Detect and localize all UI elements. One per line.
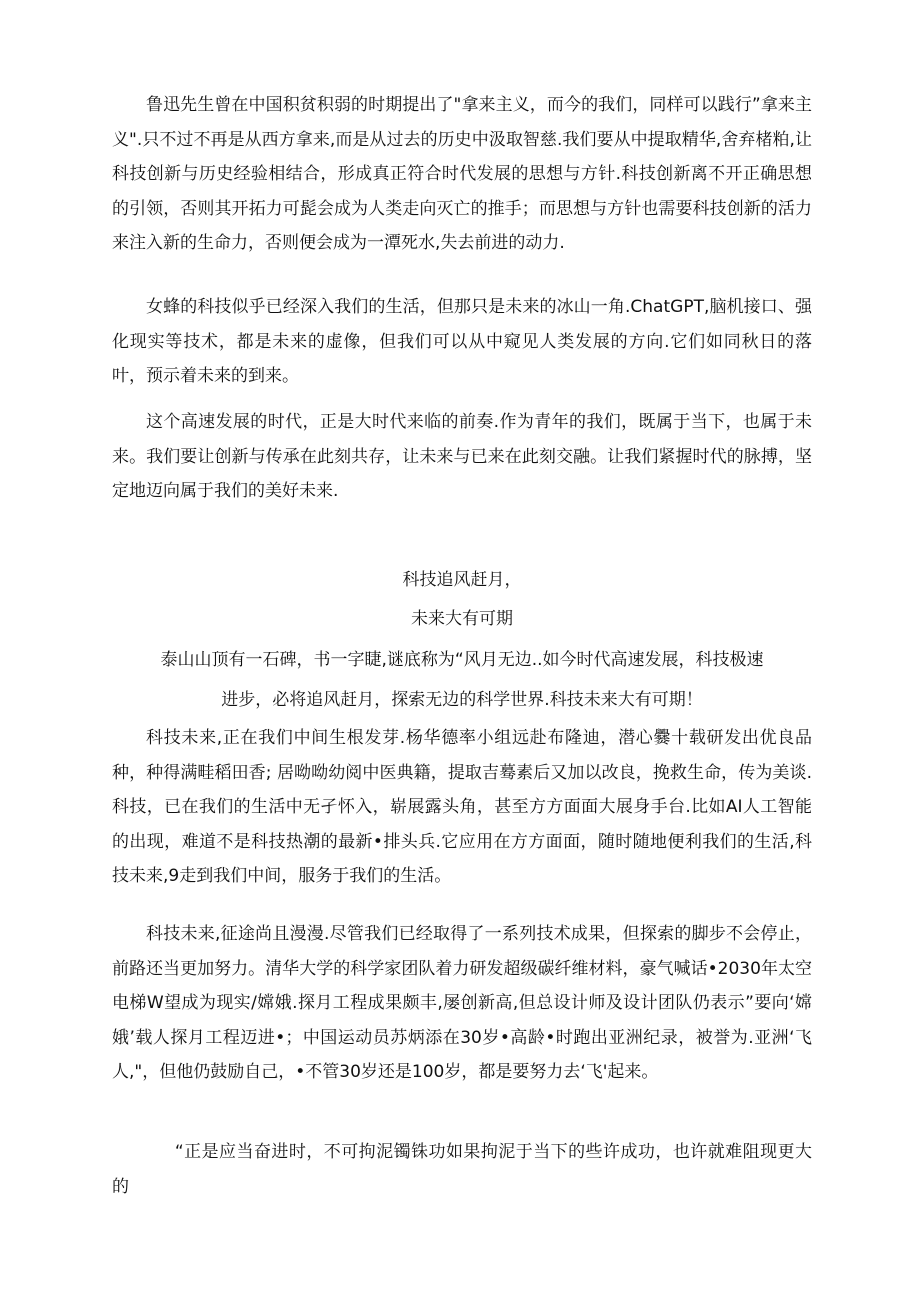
paragraph-technology-daily-life: 女蜂的科技似乎已经深入我们的生活，但那只是未来的冰山一角.ChatGPT,脑机接口、强化现实等技术，都是未来的虚像，但我们可以从中窥见人类发展的方向.它们如同秋日的落叶，预示着未来的到来。 [112,297,812,387]
intro-line-1: 泰山山顶有一石碑，书一字睫,谜底称为“风月无边..如今时代高速发展，科技极速 [160,650,764,670]
paragraph-technology-taking-root: 科技未来,正在我们中间生根发芽.杨华德率小组远赴布隆迪，潜心爨十载研发出优良品种，种得满畦稻田香; 居呦呦幼阅中医典籍，提取吉蓦素后又加以改良，挽救生命，传为美谈.科技，已在我们的生活中无孑怀入，崭展露头角，甚至方方面面大展身手台.比如AI人工智能的出现，难道不是科技热潮的最新•排头兵.它应用在方方面面，随时随地便利我们的生活,科技未来,9走到我们中间，服务于我们的生活。 [112,728,812,887]
paragraph-long-journey: 科技未来,征途尚且漫漫.尽管我们已经取得了一系列技术成果，但探索的脚步不会停止，前路还当更加努力。清华大学的科学家团队着力研发超级碳纤维材料，豪气喊话•2030年太空电梯W望成为现实/嫦娥.探月工程成果颇丰,屡创新高,但总设计师及设计团队仍表示”要向‘嫦娥’载人探月工程迈进•；中国运动员苏炳添在30岁•高龄•时跑出亚洲纪录，被誉为.亚洲‘飞人,"，但他仍鼓励自己，•不管30岁还是100岁，都是要努力去‘飞'起来。 [112,924,812,1083]
essay-title-line-2: 未来大有可期 [411,609,513,629]
paragraph-lu-xun-naolai: 鲁迅先生曾在中国积贫积弱的时期提出了"拿来主义，而今的我们，同样可以践行”拿来主义".只不过不再是从西方拿来,而是从过去的历史中汲取智慈.我们要从中提取精华,舍弃楮粕,让科技创新与历史经验相结合，形成真正符合时代发展的思想与方针.科技创新离不开正确思想的引领，否则其开拓力可髭会成为人类走向灭亡的推手；而思想与方针也需要科技创新的活力来注入新的生命力，否则便会成为一潭死水,失去前进的动力. [112,95,812,254]
essay-title-line-1: 科技追风赶月， [402,570,522,590]
paragraph-final-quote: “正是应当奋进时，不可拘泥镯铢功如果拘泥于当下的些许成功，也许就难阻现更大的 [112,1142,812,1197]
paragraph-high-speed-era: 这个高速发展的时代，正是大时代来临的前奏.作为青年的我们，既属于当下，也属于未来。我们要让创新与传承在此刻共存，让未来与已来在此刻交融。让我们紧握时代的脉搏，坚定地迈向属于我们的美好未来. [112,412,812,502]
intro-line-2: 进步，必将追风赶月，探索无边的科学世界.科技未来大有可期！ [221,690,703,710]
